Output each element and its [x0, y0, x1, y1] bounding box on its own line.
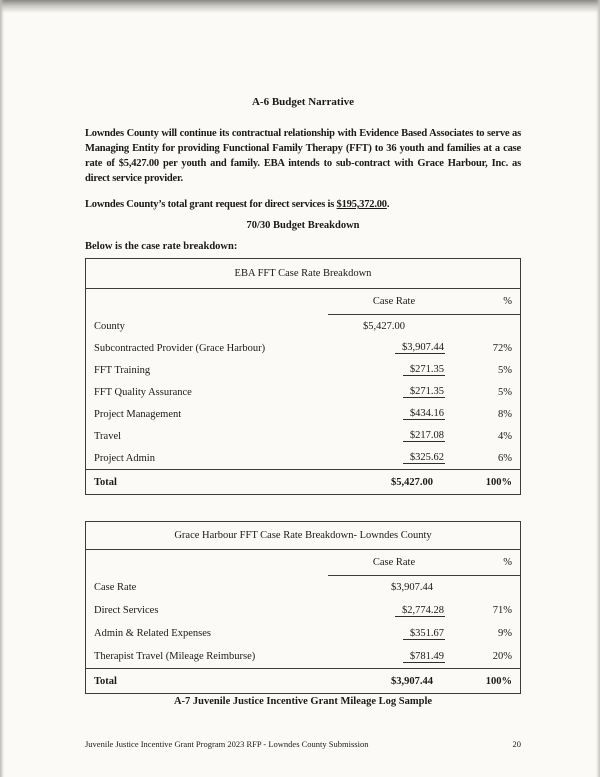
row-label: Travel: [94, 430, 122, 442]
row-label: Project Admin: [94, 452, 155, 464]
table2-title: Grace Harbour FFT Case Rate Breakdown- Lowndes County: [86, 522, 520, 550]
page-footer: [85, 739, 521, 749]
footer-text: Juvenile Justice Incentive Grant Program 2023 RFP - Lowndes County Submission: [85, 739, 369, 749]
col-header-case-rate: Case Rate: [372, 557, 416, 568]
total-percent: 100%: [485, 476, 512, 488]
scan-edge-right: [596, 0, 600, 777]
request-amount: $195,372.00: [336, 199, 387, 210]
row-amount: $434.16: [285, 408, 445, 420]
total-label: Total: [94, 476, 117, 488]
document-page: [85, 0, 521, 707]
row-amount: $217.08: [285, 430, 445, 442]
row-amount: $2,774.28: [285, 605, 445, 617]
row-label: County: [94, 320, 125, 332]
table2-header-spacer: [86, 550, 328, 576]
row-amount: $781.49: [285, 651, 445, 663]
row-amount: $3,907.44: [285, 342, 445, 354]
table-row: [86, 447, 520, 469]
table-row: [86, 599, 520, 622]
table1-header-group: [328, 289, 520, 315]
row-label: FFT Quality Assurance: [94, 386, 192, 398]
row-amount: $271.35: [285, 364, 445, 376]
section-heading-70-30: 70/30 Budget Breakdown: [246, 220, 360, 231]
row-label: Admin & Related Expenses: [94, 628, 211, 639]
document-title: A-6 Budget Narrative: [251, 96, 355, 108]
row-percent: 4%: [498, 430, 512, 442]
row-amount: $271.35: [285, 386, 445, 398]
row-percent: 9%: [498, 628, 512, 639]
row-amount: $5,427.00: [363, 320, 405, 332]
table2-header-row: [86, 550, 520, 576]
table-row: [86, 381, 520, 403]
row-amount: $325.62: [285, 452, 445, 464]
page-number: 20: [512, 739, 521, 749]
scan-edge-left: [0, 0, 4, 777]
row-amount: $3,907.44: [391, 582, 433, 593]
row-label: Therapist Travel (Mileage Reimburse): [94, 651, 256, 662]
request-prefix: Lowndes County’s total grant request for direct services is: [85, 199, 337, 210]
grace-harbour-case-rate-table: [85, 521, 521, 694]
total-label: Total: [94, 675, 117, 687]
row-percent: 71%: [492, 605, 512, 616]
next-section-caption: A-7 Juvenile Justice Incentive Grant Mileage Log Sample: [173, 696, 433, 707]
row-label: Subcontracted Provider (Grace Harbour): [94, 342, 266, 354]
col-header-percent: %: [503, 296, 512, 307]
row-label: Case Rate: [94, 582, 137, 593]
col-header-case-rate: Case Rate: [372, 296, 416, 307]
row-label: Direct Services: [94, 605, 159, 616]
table-row: [86, 337, 520, 359]
col-header-percent: %: [503, 557, 512, 568]
table-row: [86, 622, 520, 645]
row-amount: $351.67: [285, 628, 445, 640]
table-total-row: [86, 668, 520, 693]
row-label: Project Management: [94, 408, 182, 420]
row-percent: 5%: [498, 386, 512, 398]
grant-request-line: [85, 197, 521, 212]
table2-header-group: [328, 550, 520, 576]
row-percent: 5%: [498, 364, 512, 376]
table-intro: [85, 239, 521, 254]
table-total-row: [86, 469, 520, 494]
row-label: FFT Training: [94, 364, 151, 376]
table-intro-text: Below is the case rate breakdown:: [85, 241, 238, 252]
table1-header-row: [86, 289, 520, 315]
row-percent: 6%: [498, 452, 512, 464]
table-row: [86, 403, 520, 425]
table-row: [86, 645, 520, 668]
total-amount: $5,427.00: [391, 476, 433, 488]
eba-case-rate-table: [85, 258, 521, 495]
table1-title: EBA FFT Case Rate Breakdown: [86, 259, 520, 289]
total-amount: $3,907.44: [391, 675, 433, 687]
table1-header-spacer: [86, 289, 328, 315]
row-percent: 72%: [492, 342, 512, 354]
table-row: [86, 359, 520, 381]
table-row: [86, 576, 520, 599]
row-percent: 8%: [498, 408, 512, 420]
total-percent: 100%: [485, 675, 512, 687]
request-suffix: .: [386, 199, 390, 210]
narrative-paragraph: Lowndes County will continue its contractual relationship with Evidence Based Associates to serve as Managing Entity for providing Functional Family Therapy (FFT) to 36 youth and families at a case rate of $5,427.00 per youth and family. EBA intends to sub-contract with Grace Harbour, Inc. as direct service provider.: [85, 128, 521, 184]
table-row: [86, 425, 520, 447]
row-percent: 20%: [492, 651, 512, 662]
table-row: [86, 315, 520, 337]
